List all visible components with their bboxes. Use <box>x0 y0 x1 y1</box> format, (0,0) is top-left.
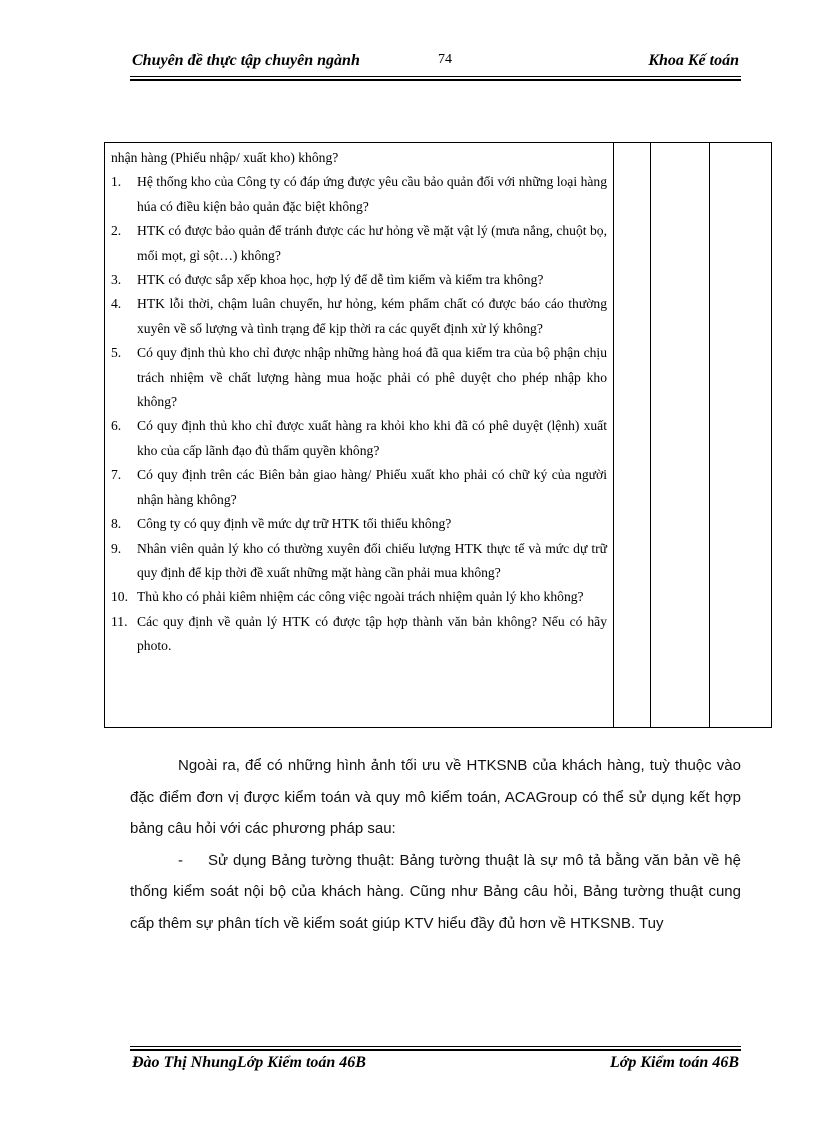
checklist-item-number: 9. <box>111 540 122 556</box>
checklist-item-number: 4. <box>111 296 122 312</box>
checklist-item-text: Hệ thống kho của Công ty có đáp ứng được yêu cầu bảo quản đối với những loại hàng húa có điều kiện bảo quản đặc biệt không? <box>137 174 607 214</box>
checklist-item-text: Nhân viên quản lý kho có thường xuyên đối chiếu lượng HTK thực tế và mức dự trữ quy định để kịp thời đề xuất những mặt hàng cần phải mua không? <box>137 540 607 580</box>
header-title: Chuyên đề thực tập chuyên ngành <box>132 52 360 69</box>
checklist-item-number: 5. <box>111 345 122 361</box>
checklist-item-text: HTK có được sắp xếp khoa học, hợp lý để dễ tìm kiếm và kiểm tra không? <box>137 272 544 288</box>
checklist-item-number: 6. <box>111 418 122 434</box>
paragraph-intro: Ngoài ra, để có những hình ảnh tối ưu về HTKSNB của khách hàng, tuỳ thuộc vào đặc điểm đơn vị được kiểm toán và quy mô kiểm toán, ACAGroup có thể sử dụng kết hợp bảng câu hỏi với các phương pháp sau: <box>130 757 741 837</box>
checklist-item <box>111 610 607 659</box>
paragraph-narrative-text: Sử dụng Bảng tường thuật: Bảng tường thuật là sự mô tả bằng văn bản về hệ thống kiểm soát nội bộ của khách hàng. Cũng như Bảng câu hỏi, Bảng tường thuật cung cấp thêm sự phân tích về kiểm soát giúp KTV hiểu đầy đủ hơn về HTKSNB. Tuy <box>130 851 741 932</box>
answer-column-no <box>651 143 710 728</box>
checklist-item <box>111 268 607 292</box>
checklist-item-number: 10. <box>111 589 128 605</box>
header-department: Khoa Kế toán <box>648 52 739 69</box>
paragraph-narrative <box>130 845 741 940</box>
checklist-item-text: HTK lỗi thời, chậm luân chuyển, hư hỏng, kém phẩm chất có được báo cáo thường xuyên về số lượng và tình trạng để kịp thời ra các quyết định xử lý không? <box>137 296 607 336</box>
checklist-item-number: 1. <box>111 174 122 190</box>
footer-author: Đào Thị NhungLớp Kiểm toán 46B <box>132 1054 366 1071</box>
page-number: 74 <box>438 52 452 67</box>
footer-rule <box>130 1046 741 1051</box>
checklist-item-number: 11. <box>111 613 128 629</box>
checklist-item <box>111 292 607 341</box>
checklist-lead-line: nhận hàng (Phiếu nhập/ xuất kho) không? <box>111 150 339 165</box>
checklist-item-text: HTK có được bảo quản để tránh được các hư hỏng về mặt vật lý (mưa nắng, chuột bọ, mối mọt, gỉ sột…) không? <box>137 223 607 263</box>
checklist-item-text: Các quy định về quản lý HTK có được tập hợp thành văn bản không? Nếu có hãy photo. <box>137 613 607 654</box>
checklist-item-text: Thủ kho có phải kiêm nhiệm các công việc ngoài trách nhiệm quản lý kho không? <box>137 589 584 605</box>
checklist-item-text: Công ty có quy định về mức dự trữ HTK tối thiểu không? <box>137 516 452 532</box>
checklist-item-number: 3. <box>111 272 122 288</box>
checklist-item-number: 7. <box>111 467 122 483</box>
checklist-table <box>104 142 772 728</box>
checklist-item <box>111 219 607 268</box>
checklist-item-text: Có quy định thủ kho chỉ được xuất hàng ra khỏi kho khi đã có phê duyệt (lệnh) xuất kho của cấp lãnh đạo đủ thẩm quyền không? <box>137 418 607 458</box>
checklist-item <box>111 512 607 536</box>
checklist-item <box>111 341 607 414</box>
page-header <box>130 52 741 76</box>
answer-column-note <box>710 143 772 728</box>
checklist-item-number: 8. <box>111 516 122 532</box>
header-rule <box>130 76 741 81</box>
body-text <box>130 750 741 939</box>
list-dash: - <box>178 851 183 869</box>
checklist-item <box>111 585 607 609</box>
checklist-item <box>111 537 607 586</box>
question-column <box>105 143 614 728</box>
checklist-item <box>111 170 607 219</box>
checklist-item-text: Có quy định thủ kho chỉ được nhập những hàng hoá đã qua kiểm tra của bộ phận chịu trách nhiệm về chất lượng hàng mua hoặc phải có phê duyệt cho phép nhập kho không? <box>137 345 607 410</box>
checklist-item-number: 2. <box>111 223 122 239</box>
checklist-item <box>111 463 607 512</box>
checklist-items <box>111 170 607 658</box>
checklist-item <box>111 414 607 463</box>
checklist-item-text: Có quy định trên các Biên bản giao hàng/ Phiếu xuất kho phải có chữ ký của người nhận hàng không? <box>137 467 607 507</box>
footer-class: Lớp Kiểm toán 46B <box>609 1054 739 1071</box>
answer-column-yes <box>614 143 651 728</box>
page-footer <box>130 1054 741 1078</box>
